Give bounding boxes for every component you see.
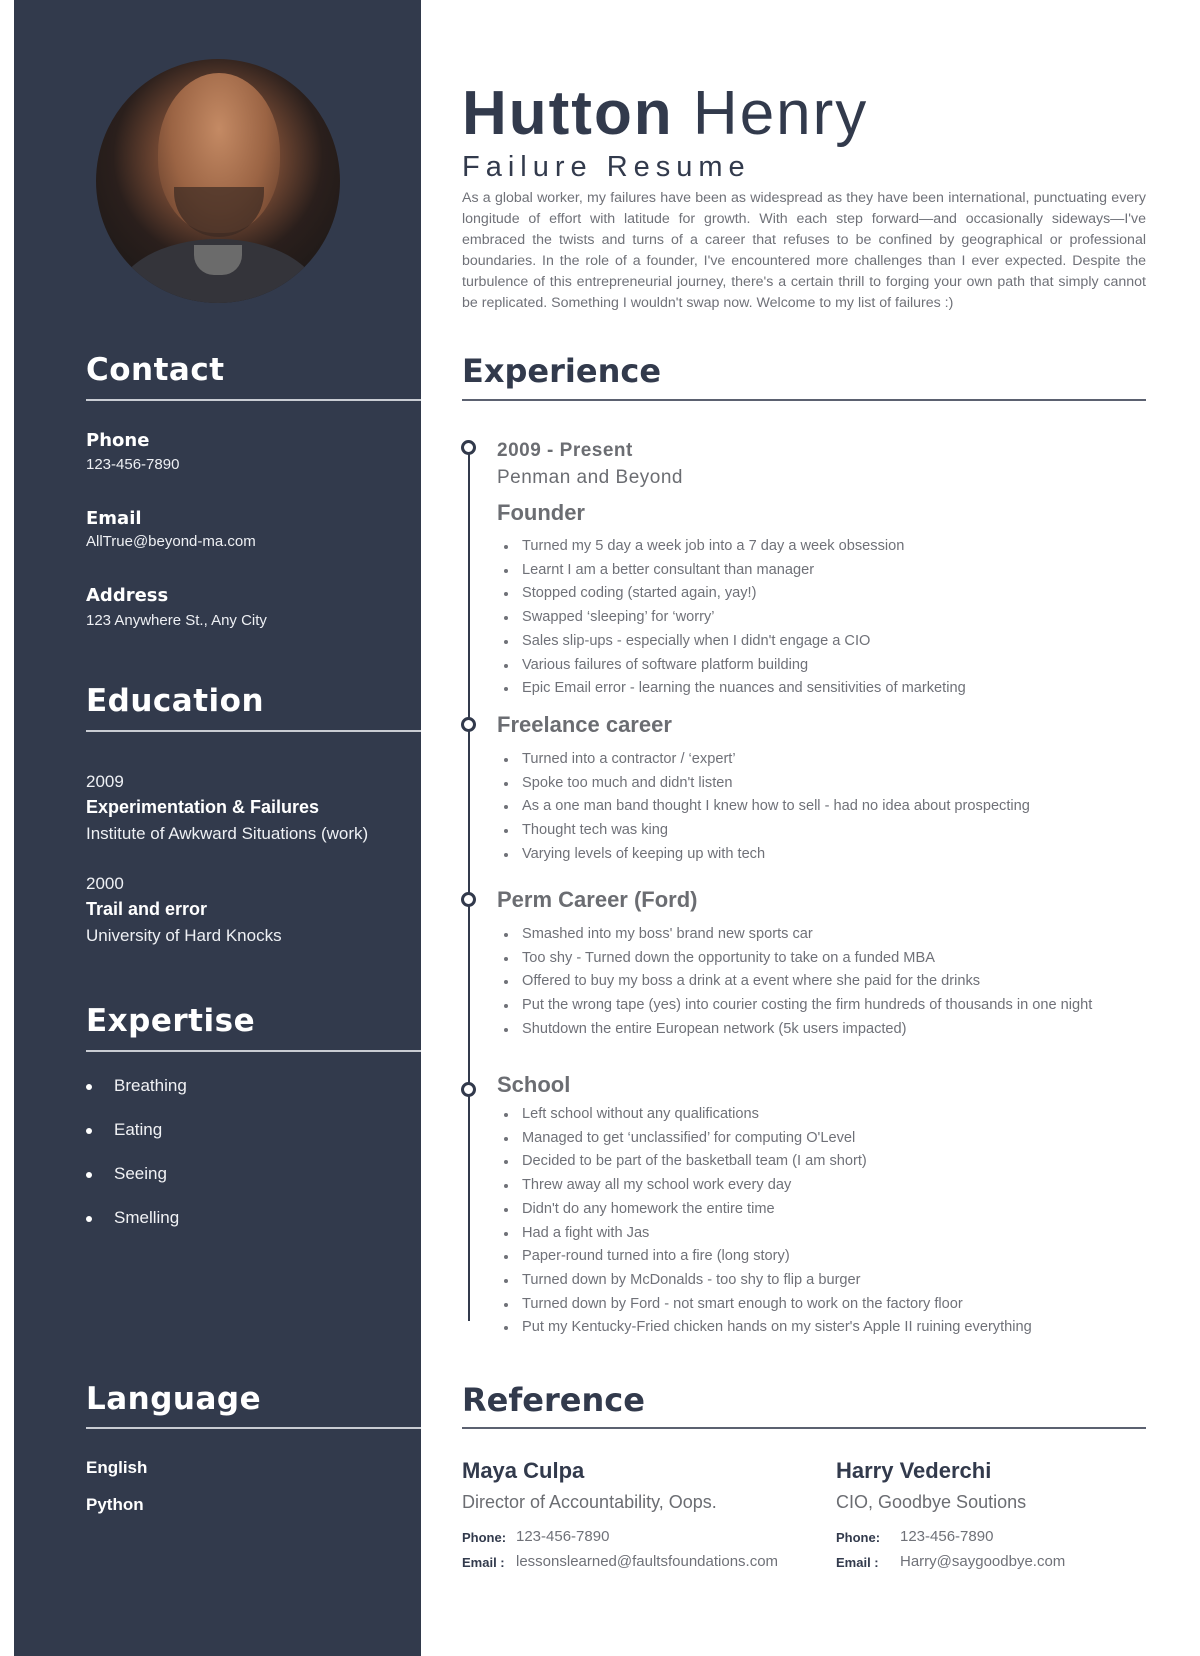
address-value: 123 Anywhere St., Any City — [86, 612, 267, 629]
bullet-item: Turned down by McDonalds - too shy to flip a burger — [502, 1269, 1146, 1293]
bullet-item: Varying levels of keeping up with tech — [502, 843, 1146, 867]
bullet-item: Spoke too much and didn't listen — [502, 772, 1146, 796]
reference-title: CIO, Goodbye Soutions — [836, 1492, 1027, 1512]
bullet-item: Turned my 5 day a week job into a 7 day a week obsession — [502, 535, 1146, 559]
profile-photo — [96, 59, 340, 303]
reference-phone: 123-456-7890 — [516, 1528, 610, 1545]
role-bullets — [502, 748, 1146, 867]
phone-value: 123-456-7890 — [86, 456, 180, 473]
reference-heading: Reference — [462, 1381, 645, 1419]
bullet-item: Various failures of software platform building — [502, 654, 1146, 678]
bullet-item: Learnt I am a better consultant than manager — [502, 559, 1146, 583]
bullet-item: Sales slip-ups - especially when I didn't engage a CIO — [502, 630, 1146, 654]
expertise-item: Eating — [86, 1120, 187, 1164]
experience-period: 2009 - Present — [497, 440, 633, 461]
reference-email[interactable]: Harry@saygoodbye.com — [900, 1553, 1066, 1570]
bullet-item: Turned into a contractor / ‘expert’ — [502, 748, 1146, 772]
expertise-item: Seeing — [86, 1164, 187, 1208]
language-divider — [86, 1427, 421, 1429]
reference-divider — [462, 1427, 1146, 1429]
timeline-dot — [461, 1082, 476, 1097]
reference-name: Maya Culpa — [462, 1458, 585, 1483]
company-name: Penman and Beyond — [497, 467, 683, 488]
role-bullets — [502, 535, 1146, 701]
summary-paragraph: As a global worker, my failures have been as widespread as they have been international, punctuating every longitude of effort with latitude for growth. With each step forward—and occasionally sideways—I've embraced the twists and turns of a career that refuses to be confined by geographical or professional boundaries. In the role of a founder, I've encountered more challenges than I ever expected. Despite the turbulence of this entrepreneurial journey, there's a certain thrill to forging your own path that simply cannot be replicated. Something I wouldn't swap now. Welcome to my list of failures :) — [462, 190, 1146, 311]
timeline-line — [468, 449, 470, 1321]
email-label: Email — [86, 508, 142, 529]
reference-email-label: Email : — [836, 1555, 879, 1570]
bullet-item: Too shy - Turned down the opportunity to take on a funded MBA — [502, 947, 1146, 971]
role-bullets — [502, 1103, 1146, 1340]
reference-email-label: Email : — [462, 1555, 505, 1570]
education-divider — [86, 730, 421, 732]
education-institution: Institute of Awkward Situations (work) — [86, 824, 369, 843]
bullet-item: Offered to buy my boss a drink at a event where she paid for the drinks — [502, 970, 1146, 994]
role-title: School — [497, 1072, 571, 1097]
experience-divider — [462, 399, 1146, 401]
language-heading: Language — [86, 1381, 262, 1417]
language-item: English — [86, 1458, 148, 1477]
bullet-item: Managed to get ‘unclassified’ for computing O'Level — [502, 1127, 1146, 1151]
phone-label: Phone — [86, 430, 150, 451]
bullet-item: Stopped coding (started again, yay!) — [502, 582, 1146, 606]
role-title: Freelance career — [497, 712, 672, 737]
address-label: Address — [86, 585, 169, 606]
education-institution: University of Hard Knocks — [86, 926, 282, 945]
reference-name: Harry Vederchi — [836, 1458, 992, 1483]
expertise-heading: Expertise — [86, 1003, 256, 1039]
email-value[interactable]: AllTrue@beyond-ma.com — [86, 533, 256, 550]
reference-phone: 123-456-7890 — [900, 1528, 994, 1545]
bullet-item: Shutdown the entire European network (5k users impacted) — [502, 1018, 1146, 1042]
bullet-item: Turned down by Ford - not smart enough to work on the factory floor — [502, 1293, 1146, 1317]
expertise-list — [86, 1076, 187, 1252]
first-name: Hutton — [462, 79, 674, 148]
expertise-divider — [86, 1050, 421, 1052]
bullet-item: Threw away all my school work every day — [502, 1174, 1146, 1198]
resume-subtitle: Failure Resume — [462, 151, 751, 183]
contact-heading: Contact — [86, 352, 225, 388]
bullet-item: Left school without any qualifications — [502, 1103, 1146, 1127]
bullet-item: Paper-round turned into a fire (long story) — [502, 1245, 1146, 1269]
education-heading: Education — [86, 683, 265, 719]
bullet-item: Epic Email error - learning the nuances and sensitivities of marketing — [502, 677, 1146, 701]
bullet-item: Swapped ‘sleeping’ for ‘worry’ — [502, 606, 1146, 630]
bullet-item: Put my Kentucky-Fried chicken hands on my sister's Apple II ruining everything — [502, 1316, 1146, 1340]
reference-email[interactable]: lessonslearned@faultsfoundations.com — [516, 1553, 779, 1570]
expertise-item: Smelling — [86, 1208, 187, 1252]
bullet-item: As a one man band thought I knew how to sell - had no idea about prospecting — [502, 795, 1146, 819]
timeline-dot — [461, 892, 476, 907]
expertise-item: Breathing — [86, 1076, 187, 1120]
experience-heading: Experience — [462, 352, 662, 390]
role-title: Founder — [497, 500, 585, 525]
last-name: Henry — [692, 79, 869, 148]
contact-divider — [86, 399, 421, 401]
reference-title: Director of Accountability, Oops. — [462, 1492, 717, 1512]
bullet-item: Thought tech was king — [502, 819, 1146, 843]
role-bullets — [502, 923, 1146, 1042]
bullet-item: Smashed into my boss' brand new sports car — [502, 923, 1146, 947]
education-year: 2000 — [86, 874, 124, 893]
bullet-item: Decided to be part of the basketball team (I am short) — [502, 1150, 1146, 1174]
education-title: Experimentation & Failures — [86, 797, 320, 817]
timeline-dot — [461, 717, 476, 732]
language-item: Python — [86, 1495, 144, 1514]
education-year: 2009 — [86, 772, 124, 791]
bullet-item: Put the wrong tape (yes) into courier costing the firm hundreds of thousands in one night — [502, 994, 1146, 1018]
person-name — [462, 78, 868, 149]
reference-phone-label: Phone: — [462, 1530, 507, 1545]
sidebar — [14, 0, 421, 1656]
reference-phone-label: Phone: — [836, 1530, 881, 1545]
bullet-item: Had a fight with Jas — [502, 1222, 1146, 1246]
bullet-item: Didn't do any homework the entire time — [502, 1198, 1146, 1222]
timeline-dot — [461, 440, 476, 455]
role-title: Perm Career (Ford) — [497, 887, 698, 912]
education-title: Trail and error — [86, 899, 208, 919]
